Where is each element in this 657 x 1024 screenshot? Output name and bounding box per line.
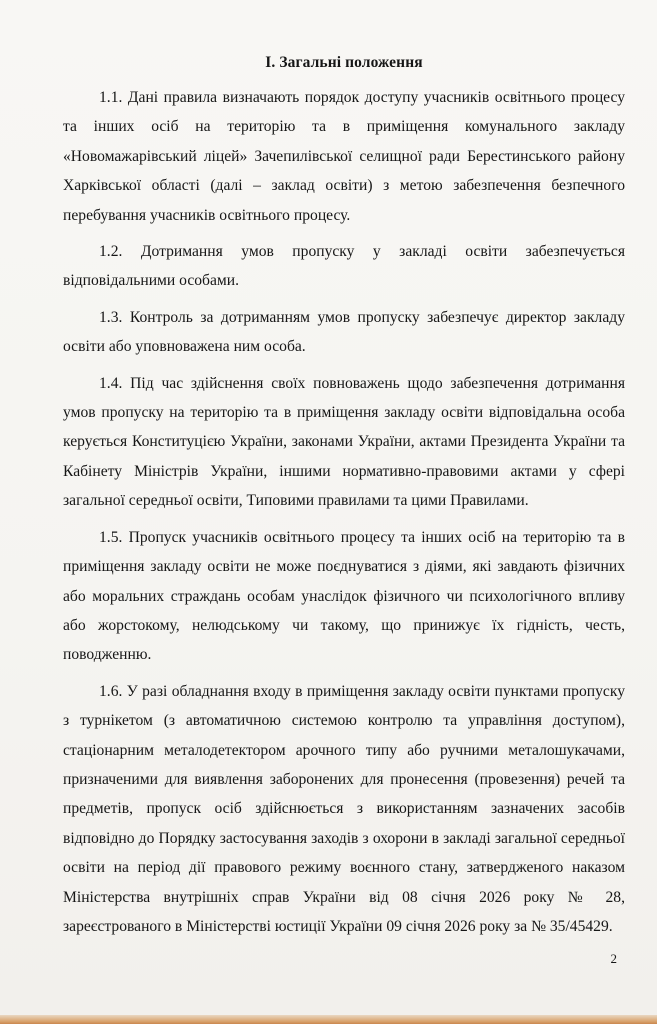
paragraph-1-4: 1.4. Під час здійснення своїх повноважень щодо забезпечення дотримання умов пропуску на територію та в приміщення закладу освіти відповідальна особа керується Конституцією України, законами України, актами Президента України та Кабінету Міністрів України, іншими нормативно-правовими актами у сфері загальної середньої освіти, Типовими правилами та цими Правилами. [63, 374, 625, 510]
scan-bottom-edge [0, 1015, 657, 1024]
section-title: I. Загальні положення [265, 54, 423, 71]
document-body [63, 52, 625, 948]
paragraph-1-6: 1.6. У разі обладнання входу в приміщення закладу освіти пунктами пропуску з турнікетом (з автоматичною системою контролю та управління доступом), стаціонарним металодетектором арочного типу або ручними металошукачами, призначеними для виявлення заборонених для пронесення (провезення) речей та предметів, пропуск осіб здійснюється з використанням зазначених засобів відповідно до Порядку застосування заходів з охорони в закладі загальної середньої освіти на період дії правового режиму воєнного стану, затвердженого наказом Міністерства внутрішніх справ України від 08 січня 2026 року № 28, зареєстрованого в Міністерстві юстиції України 09 січня 2026 року за № 35/45429. [63, 682, 625, 935]
paragraph-1-1: 1.1. Дані правила визначають порядок доступу учасників освітнього процесу та інших осіб на територію та в приміщення комунального закладу «Новомажарівський ліцей» Зачепилівської селищної ради Берестинського району Харківської області (далі – заклад освіти) з метою забезпечення безпечного перебування учасників освітнього процесу. [63, 89, 625, 224]
paragraph-1-2: 1.2. Дотримання умов пропуску у закладі освіти забезпечується відповідальними особами. [63, 243, 625, 290]
page-number: 2 [610, 951, 617, 966]
paragraph-1-3: 1.3. Контроль за дотриманням умов пропуску забезпечує директор закладу освіти або уповноважена ним особа. [63, 308, 625, 356]
paragraph-1-5: 1.5. Пропуск учасників освітнього процесу та інших осіб на територію та в приміщення закладу освіти не може поєднуватися з діями, які завдають фізичних або моральних страждань особам унаслідок фізичного чи психологічного впливу або жорстокому, нелюдському чи такому, що принижує їх гідність, честь, поводженню. [63, 528, 625, 664]
